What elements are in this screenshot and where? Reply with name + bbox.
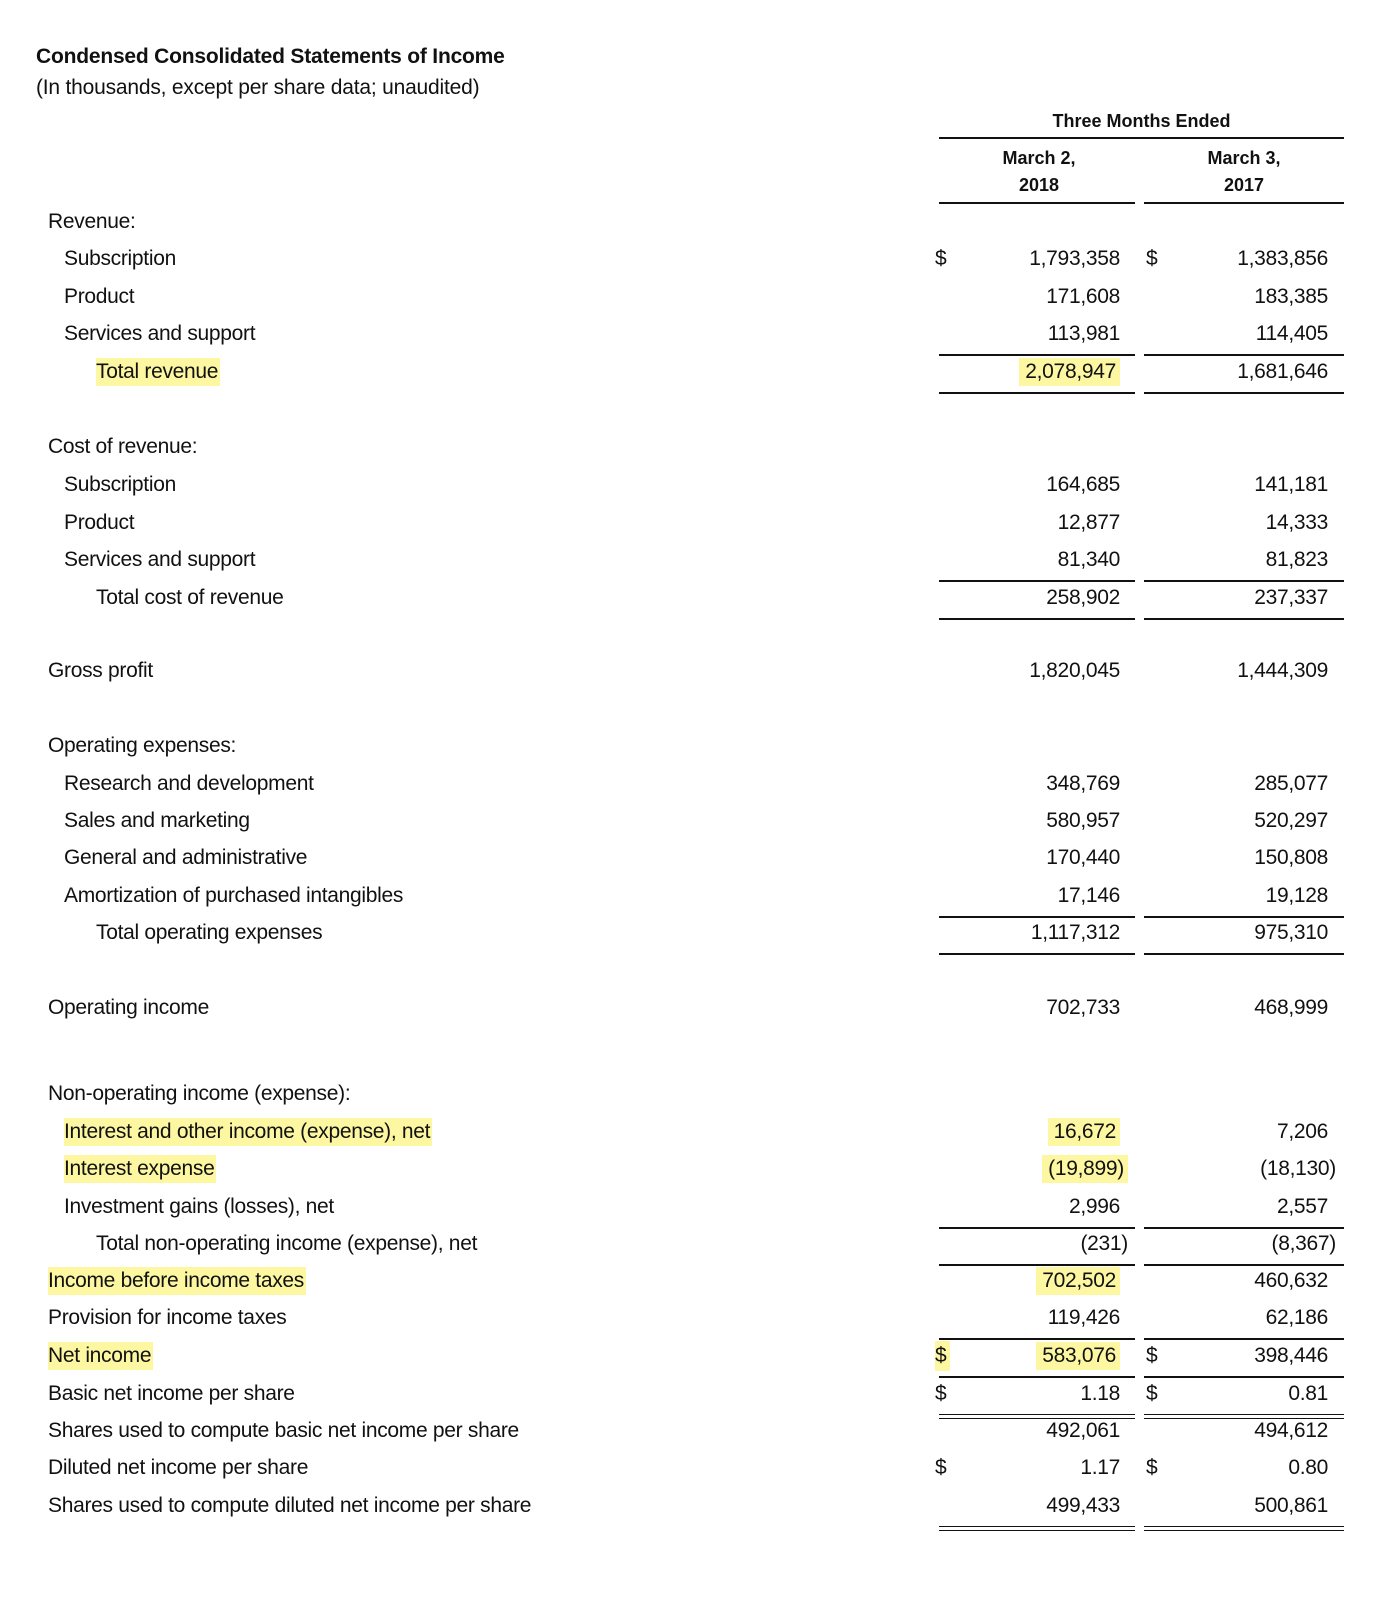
value-2017-text: 520,297 xyxy=(1254,809,1328,832)
row-label xyxy=(64,1154,939,1184)
column-header-2017 xyxy=(1144,145,1344,199)
value-2018 xyxy=(1029,656,1120,686)
value-2017 xyxy=(1254,806,1328,836)
value-2018-text: 1,793,358 xyxy=(1029,247,1120,270)
row-label-text: Total cost of revenue xyxy=(96,586,284,609)
value-2018-text: 1,117,312 xyxy=(1030,921,1120,944)
value-2018 xyxy=(1058,881,1120,911)
row-label xyxy=(48,1341,939,1371)
row-label xyxy=(64,806,939,836)
double-underline-2017-a xyxy=(1144,1526,1344,1527)
value-2018-text: 81,340 xyxy=(1057,548,1120,571)
value-2017-text: 1,681,646 xyxy=(1237,360,1328,383)
value-2018 xyxy=(1058,545,1120,575)
value-2018 xyxy=(1058,508,1120,538)
double-underline-2018-a xyxy=(939,1414,1135,1415)
value-2017-text: 468,999 xyxy=(1254,996,1328,1019)
value-2017-text: 0.80 xyxy=(1288,1456,1328,1479)
row-label-text: Subscription xyxy=(64,247,176,270)
underline-2017 xyxy=(1144,1376,1344,1378)
value-2018-text: 1.17 xyxy=(1080,1456,1120,1479)
value-2017 xyxy=(1288,1453,1328,1483)
section-heading-non-operating: Non-operating income (expense): xyxy=(48,1082,351,1105)
row-label-text: Shares used to compute diluted net income per share xyxy=(48,1494,532,1517)
statement-row xyxy=(0,470,1400,500)
row-label-text: Product xyxy=(64,511,135,534)
value-2018-text: (231) xyxy=(1080,1232,1128,1255)
row-label xyxy=(48,1416,939,1446)
period-group-rule xyxy=(939,137,1344,139)
value-2018-text: (19,899) xyxy=(1042,1155,1128,1183)
row-label xyxy=(96,583,939,613)
value-2018 xyxy=(1046,1416,1120,1446)
row-label-text: Shares used to compute basic net income per share xyxy=(48,1419,519,1442)
value-2017 xyxy=(1254,769,1328,799)
statement-row xyxy=(0,1154,1400,1184)
statement-row xyxy=(0,993,1400,1023)
section-heading-revenue: Revenue: xyxy=(48,210,136,233)
currency-symbol-2017: $ xyxy=(1146,247,1158,270)
row-label-text: Gross profit xyxy=(48,659,153,682)
underline-2017 xyxy=(1144,953,1344,955)
value-2017 xyxy=(1237,357,1328,387)
row-label xyxy=(64,769,939,799)
row-label-text: Net income xyxy=(48,1342,153,1370)
row-label xyxy=(64,881,939,911)
value-2017 xyxy=(1254,843,1328,873)
row-label-text: Sales and marketing xyxy=(64,809,250,832)
value-2018-text: 113,981 xyxy=(1047,322,1120,345)
value-2017-text: 2,557 xyxy=(1276,1195,1328,1218)
row-label-text: Amortization of purchased intangibles xyxy=(64,884,404,907)
value-2018 xyxy=(1080,1453,1120,1483)
value-2018 xyxy=(1046,1491,1120,1521)
value-2017-text: 1,383,856 xyxy=(1237,247,1328,270)
row-label-text: Product xyxy=(64,285,135,308)
value-2017 xyxy=(1288,1379,1328,1409)
statement-row xyxy=(0,282,1400,312)
statement-row xyxy=(0,1341,1400,1371)
statement-row xyxy=(0,1379,1400,1409)
value-2017-text: (8,367) xyxy=(1271,1232,1336,1255)
row-label xyxy=(64,282,939,312)
value-2018 xyxy=(1046,583,1120,613)
underline-2018 xyxy=(939,392,1135,394)
value-2018-text: 1.18 xyxy=(1080,1382,1120,1405)
value-2017-text: (18,130) xyxy=(1260,1157,1336,1180)
value-2018 xyxy=(1046,993,1120,1023)
value-2017 xyxy=(1266,545,1328,575)
row-label-text: Provision for income taxes xyxy=(48,1306,287,1329)
row-label xyxy=(48,1266,939,1296)
value-2017 xyxy=(1254,993,1328,1023)
value-2018 xyxy=(1046,769,1120,799)
row-label xyxy=(48,1491,939,1521)
column-header-rule-2017 xyxy=(1144,202,1344,204)
row-label-text: General and administrative xyxy=(64,846,308,869)
value-2017-text: 62,186 xyxy=(1265,1306,1328,1329)
value-2018 xyxy=(1046,843,1120,873)
statement-row xyxy=(0,1303,1400,1333)
statement-row xyxy=(0,1117,1400,1147)
statement-row xyxy=(0,244,1400,274)
row-label-text: Services and support xyxy=(64,548,256,571)
row-label xyxy=(48,1303,939,1333)
value-2018 xyxy=(1080,1229,1128,1259)
row-label xyxy=(64,470,939,500)
value-2017 xyxy=(1277,1192,1328,1222)
underline-2018 xyxy=(939,1376,1135,1378)
double-underline-2017-b xyxy=(1144,1530,1344,1531)
underline-2018 xyxy=(939,618,1135,620)
value-2017 xyxy=(1254,1266,1328,1296)
value-2017 xyxy=(1256,319,1328,349)
statement-row xyxy=(0,1416,1400,1446)
statement-row xyxy=(0,1453,1400,1483)
value-2017-text: 141,181 xyxy=(1254,473,1328,496)
row-label-text: Basic net income per share xyxy=(48,1382,295,1405)
row-label-text: Services and support xyxy=(64,322,256,345)
value-2017 xyxy=(1266,1303,1328,1333)
value-2017-text: 500,861 xyxy=(1254,1494,1328,1517)
value-2017-text: 14,333 xyxy=(1265,511,1328,534)
value-2018-text: 12,877 xyxy=(1057,511,1120,534)
statement-row xyxy=(0,357,1400,387)
value-2017-text: 183,385 xyxy=(1254,285,1328,308)
value-2017 xyxy=(1260,1154,1336,1184)
row-label-text: Interest and other income (expense), net xyxy=(64,1118,432,1146)
row-label-text: Total non-operating income (expense), net xyxy=(96,1232,478,1255)
row-label xyxy=(64,1192,939,1222)
statement-row xyxy=(0,583,1400,613)
statement-row xyxy=(0,545,1400,575)
row-label-text: Subscription xyxy=(64,473,176,496)
statement-row xyxy=(0,806,1400,836)
statement-row xyxy=(0,843,1400,873)
value-2017-text: 237,337 xyxy=(1254,586,1328,609)
value-2018-text: 492,061 xyxy=(1046,1419,1120,1442)
value-2017-text: 114,405 xyxy=(1255,322,1328,345)
value-2018-text: 580,957 xyxy=(1046,809,1120,832)
value-2018 xyxy=(1036,1266,1120,1296)
statement-row xyxy=(0,1192,1400,1222)
currency-symbol-2018: $ xyxy=(935,1341,950,1371)
value-2017 xyxy=(1272,1229,1336,1259)
value-2017 xyxy=(1254,470,1328,500)
currency-symbol-2017: $ xyxy=(1146,1382,1158,1405)
value-2017-text: 150,808 xyxy=(1254,846,1328,869)
value-2018-text: 170,440 xyxy=(1046,846,1120,869)
value-2017-text: 1,444,309 xyxy=(1237,659,1328,682)
currency-symbol-2018: $ xyxy=(935,1456,947,1479)
value-2017 xyxy=(1254,282,1328,312)
value-2017-text: 975,310 xyxy=(1254,921,1328,944)
underline-2018 xyxy=(939,354,1135,356)
value-2018-text: 258,902 xyxy=(1046,586,1120,609)
currency-symbol-2018: $ xyxy=(935,1382,947,1405)
statement-row xyxy=(0,508,1400,538)
value-2018-text: 1,820,045 xyxy=(1029,659,1120,682)
statement-subtitle: (In thousands, except per share data; unaudited) xyxy=(36,76,480,99)
row-label-text: Operating income xyxy=(48,996,209,1019)
row-label xyxy=(96,918,939,948)
underline-2017 xyxy=(1144,580,1344,582)
currency-symbol-2017: $ xyxy=(1146,1344,1158,1367)
statement-row xyxy=(0,656,1400,686)
underline-2018 xyxy=(939,580,1135,582)
value-2018-text: 702,733 xyxy=(1046,996,1120,1019)
value-2017 xyxy=(1254,918,1328,948)
value-2018 xyxy=(1048,319,1120,349)
row-label-text: Income before income taxes xyxy=(48,1267,306,1295)
row-label-text: Total revenue xyxy=(96,358,220,386)
value-2018 xyxy=(1046,470,1120,500)
row-label xyxy=(96,357,939,387)
value-2018-text: 171,608 xyxy=(1046,285,1120,308)
value-2017 xyxy=(1254,1341,1328,1371)
row-label xyxy=(64,244,939,274)
column-header-2017-line1: March 3, xyxy=(1207,148,1281,168)
value-2018 xyxy=(1036,1341,1120,1371)
underline-2017 xyxy=(1144,1338,1344,1340)
value-2017-text: 460,632 xyxy=(1254,1269,1328,1292)
section-heading-operating-expenses: Operating expenses: xyxy=(48,734,237,757)
value-2018 xyxy=(1019,357,1120,387)
underline-2018 xyxy=(939,953,1135,955)
value-2017 xyxy=(1254,583,1328,613)
value-2017 xyxy=(1266,881,1328,911)
value-2018-text: 348,769 xyxy=(1046,772,1120,795)
row-label xyxy=(64,508,939,538)
row-label xyxy=(48,1379,939,1409)
statement-row xyxy=(0,319,1400,349)
value-2017-text: 494,612 xyxy=(1254,1419,1328,1442)
column-header-2018-line1: March 2, xyxy=(1002,148,1076,168)
value-2017-text: 285,077 xyxy=(1254,772,1328,795)
statement-row xyxy=(0,1229,1400,1259)
value-2018-text: 2,078,947 xyxy=(1019,358,1120,386)
value-2018 xyxy=(1031,918,1120,948)
value-2017-text: 81,823 xyxy=(1265,548,1328,571)
row-label xyxy=(64,545,939,575)
double-underline-2017-a xyxy=(1144,1414,1344,1415)
value-2017 xyxy=(1237,244,1328,274)
value-2018 xyxy=(1048,1303,1120,1333)
value-2018-text: 2,996 xyxy=(1068,1195,1120,1218)
statement-row xyxy=(0,769,1400,799)
value-2018 xyxy=(1069,1192,1120,1222)
value-2018-text: 17,146 xyxy=(1057,884,1120,907)
section-heading-cost-of-revenue: Cost of revenue: xyxy=(48,435,198,458)
statement-row xyxy=(0,918,1400,948)
double-underline-2018-a xyxy=(939,1526,1135,1527)
underline-2017 xyxy=(1144,392,1344,394)
value-2017 xyxy=(1254,1491,1328,1521)
value-2017 xyxy=(1254,1416,1328,1446)
row-label xyxy=(48,656,939,686)
row-label xyxy=(64,843,939,873)
value-2018 xyxy=(1048,1117,1120,1147)
underline-2018 xyxy=(939,1338,1135,1340)
row-label xyxy=(64,319,939,349)
value-2018 xyxy=(1042,1154,1128,1184)
row-label-text: Diluted net income per share xyxy=(48,1456,309,1479)
value-2018-text: 499,433 xyxy=(1046,1494,1120,1517)
value-2018-text: 119,426 xyxy=(1047,1306,1120,1329)
double-underline-2018-b xyxy=(939,1530,1135,1531)
row-label xyxy=(96,1229,939,1259)
value-2017-text: 0.81 xyxy=(1288,1382,1328,1405)
row-label-text: Interest expense xyxy=(64,1155,216,1183)
value-2017 xyxy=(1237,656,1328,686)
underline-2017 xyxy=(1144,354,1344,356)
value-2018-text: 16,672 xyxy=(1048,1118,1120,1146)
currency-symbol-2018: $ xyxy=(935,247,947,270)
value-2017-text: 7,206 xyxy=(1276,1120,1328,1143)
column-header-rule-2018 xyxy=(939,202,1135,204)
value-2018-text: 583,076 xyxy=(1036,1342,1120,1370)
row-label-text: Total operating expenses xyxy=(96,921,323,944)
statement-row xyxy=(0,881,1400,911)
value-2018 xyxy=(1046,282,1120,312)
row-label-text: Investment gains (losses), net xyxy=(64,1195,334,1218)
statement-row xyxy=(0,1491,1400,1521)
value-2018-text: 164,685 xyxy=(1046,473,1120,496)
value-2018 xyxy=(1046,806,1120,836)
row-label xyxy=(48,1453,939,1483)
column-header-2018 xyxy=(939,145,1139,199)
value-2017-text: 398,446 xyxy=(1254,1344,1328,1367)
currency-symbol-2017: $ xyxy=(1146,1456,1158,1479)
row-label xyxy=(48,993,939,1023)
value-2018 xyxy=(1080,1379,1120,1409)
period-group-header: Three Months Ended xyxy=(1052,111,1231,131)
value-2017-text: 19,128 xyxy=(1265,884,1328,907)
value-2017 xyxy=(1277,1117,1328,1147)
column-header-2018-line2: 2018 xyxy=(1018,175,1060,195)
value-2017 xyxy=(1266,508,1328,538)
value-2018-text: 702,502 xyxy=(1036,1267,1120,1295)
row-label xyxy=(64,1117,939,1147)
statement-title: Condensed Consolidated Statements of Income xyxy=(36,45,505,68)
row-label-text: Research and development xyxy=(64,772,314,795)
value-2018 xyxy=(1029,244,1120,274)
column-header-2017-line2: 2017 xyxy=(1223,175,1265,195)
statement-row xyxy=(0,1266,1400,1296)
underline-2017 xyxy=(1144,618,1344,620)
